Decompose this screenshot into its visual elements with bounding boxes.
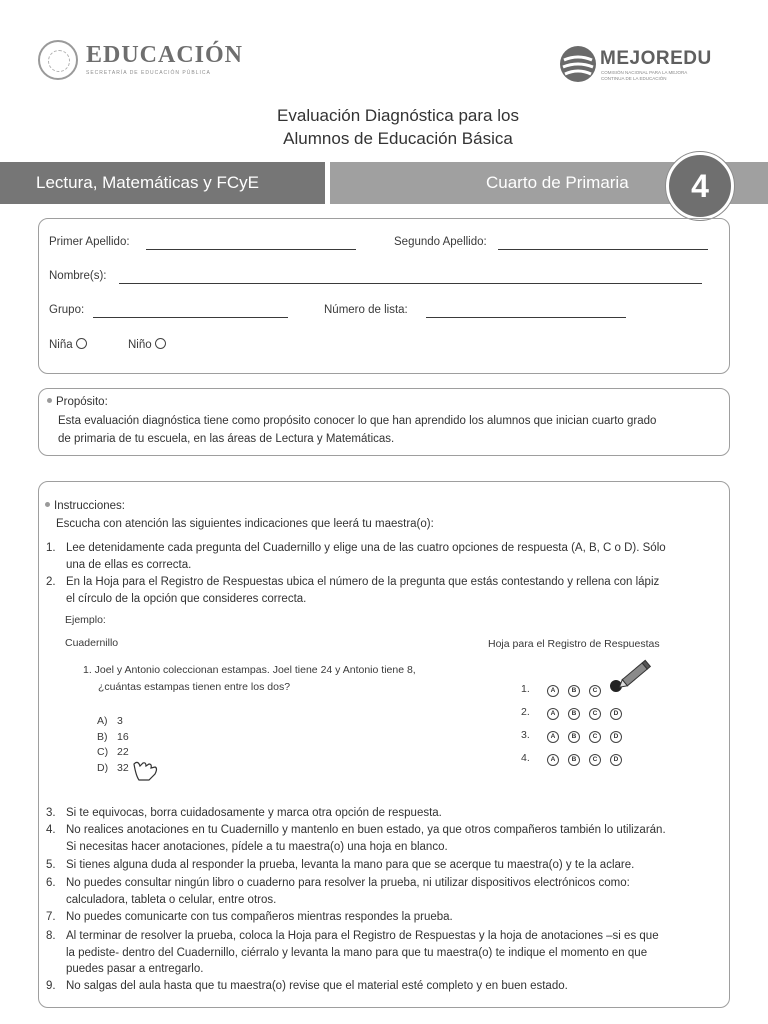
pointing-hand-icon [131,758,161,784]
purpose-heading [47,394,108,411]
answer-row: 1. A B C [521,678,631,701]
bubble-c[interactable]: C [589,708,601,720]
national-seal-icon [38,40,78,80]
purpose-text-line1: Esta evaluación diagnóstica tiene como propósito conocer lo que han aprendido los alumnos que inician cuarto grado [58,415,657,427]
document-title-line1: Evaluación Diagnóstica para los [277,106,519,125]
answer-row: 3. A B C D [521,724,631,747]
bubble-b[interactable]: B [568,708,580,720]
instructions-heading [45,498,125,515]
bubble-a[interactable]: A [547,685,559,697]
subjects-band [0,162,325,204]
instructions-heading-text: Instrucciones: [54,500,125,512]
mejoredu-logo-subtitle: COMISIÓN NACIONAL PARA LA MEJORA CONTINUA DE LA EDUCACIÓN [601,70,688,81]
pencil-icon [614,657,654,693]
sep-logo [38,40,278,85]
bubble-d[interactable]: D [610,754,622,766]
bubble-a[interactable]: A [547,708,559,720]
list-number-field[interactable] [426,317,626,318]
instructions-section [38,481,730,1008]
example-option: D) 32 [97,761,129,774]
example-question-line2: ¿cuántas estampas tienen entre los dos? [98,681,291,693]
names-field[interactable] [119,283,702,284]
instructions-intro: Escucha con atención las siguientes indicaciones que leerá tu maestra(o): [56,518,434,530]
second-surname-label: Segundo Apellido: [394,236,487,248]
instruction-number: 2. [46,576,56,588]
example-options [97,714,129,776]
bubble-c[interactable]: C [589,731,601,743]
instruction-item [46,540,726,574]
instruction-item: 4. No realices anotaciones en tu Cuadernillo y mantenlo en buen estado, ya que otros compañeros también lo utilizarán. Si necesitas hacer anotaciones, pídele a tu maestra(o) una hoja en blanco. [46,824,666,853]
bubble-c[interactable]: C [589,754,601,766]
bullet-icon [47,398,52,403]
instruction-number: 1. [46,542,56,554]
first-surname-field[interactable] [146,249,356,250]
first-surname-label: Primer Apellido: [49,236,130,248]
instruction-item: 8. Al terminar de resolver la prueba, coloca la Hoja para el Registro de Respuestas y la hoja de anotaciones –si es que la pediste- dentro del Cuadernillo, ciérralo y levanta la mano para que tu maestra(o) te indique el momento en que puedes pasar a entregarlo. [46,930,659,975]
grade-number-badge: 4 [666,152,734,220]
second-surname-field[interactable] [498,249,708,250]
bubble-d[interactable]: D [610,708,622,720]
bullet-icon [45,502,50,507]
instruction-item: 6. No puedes consultar ningún libro o cuaderno para resolver la prueba, ni utilizar dispositivos electrónicos como: calculadora, tableta o celular, entre otros. [46,877,630,906]
girl-option[interactable] [49,338,87,351]
answer-sheet-label: Hoja para el Registro de Respuestas [488,638,660,650]
sep-logo-title: EDUCACIÓN [86,42,244,68]
document-title [0,104,768,150]
answer-row: 2. A B C D [521,701,631,724]
names-label: Nombre(s): [49,270,107,282]
instruction-text: En la Hoja para el Registro de Respuestas ubica el número de la pregunta que estás contestando y rellena con lápiz el círculo de la opción que consideres correcta. [66,576,660,605]
group-field[interactable] [93,317,288,318]
document-title-line2: Alumnos de Educación Básica [283,129,513,148]
answer-row: 4. A B C D [521,747,631,770]
example-label: Ejemplo: [65,614,106,626]
instruction-item [46,574,726,608]
booklet-label: Cuadernillo [65,637,119,649]
bubble-d[interactable]: D [610,731,622,743]
bubble-b[interactable]: B [568,754,580,766]
bubble-b[interactable]: B [568,685,580,697]
girl-radio[interactable] [76,338,87,349]
list-number-label: Número de lista: [324,304,408,316]
instruction-item: 7. No puedes comunicarte con tus compañeros mientras respondes la prueba. [46,911,453,923]
mejoredu-logo-title: MEJOREDU [600,48,712,69]
student-info-form [38,218,730,374]
instruction-item: 9. No salgas del aula hasta que tu maestra(o) revise que el material esté completo y en buen estado. [46,980,568,992]
example-option: A) 3 [97,715,123,727]
group-label: Grupo: [49,304,85,316]
boy-radio[interactable] [155,338,166,349]
instruction-item: 5. Si tienes alguna duda al responder la prueba, levanta la mano para que se acerque tu maestra(o) y te la aclare. [46,859,635,871]
example-question-line1: 1. Joel y Antonio coleccionan estampas. Joel tiene 24 y Antonio tiene 8, [83,664,416,676]
girl-label: Niña [49,339,73,351]
bubble-a[interactable]: A [547,731,559,743]
purpose-text-line2: de primaria de tu escuela, en las áreas de Lectura y Matemáticas. [58,433,395,445]
bubble-b[interactable]: B [568,731,580,743]
grade-label: Cuarto de Primaria [486,173,629,192]
bubble-a[interactable]: A [547,754,559,766]
subjects-label: Lectura, Matemáticas y FCyE [36,173,259,192]
purpose-section [38,388,730,456]
boy-option[interactable] [128,338,166,351]
instruction-text: Lee detenidamente cada pregunta del Cuadernillo y elige una de las cuatro opciones de respuesta (A, B, C o D). Sólo una de ellas es correcta. [66,542,666,571]
boy-label: Niño [128,339,152,351]
bubble-c[interactable]: C [589,685,601,697]
mejoredu-logo [560,46,740,86]
instruction-item: 3. Si te equivocas, borra cuidadosamente y marca otra opción de respuesta. [46,807,442,819]
example-option: B) 16 [97,730,129,743]
purpose-heading-text: Propósito: [56,396,108,408]
mejoredu-emblem-icon [560,46,596,82]
sep-logo-subtitle: SECRETARÍA DE EDUCACIÓN PÚBLICA [86,70,211,76]
example-option: C) 22 [97,746,129,758]
